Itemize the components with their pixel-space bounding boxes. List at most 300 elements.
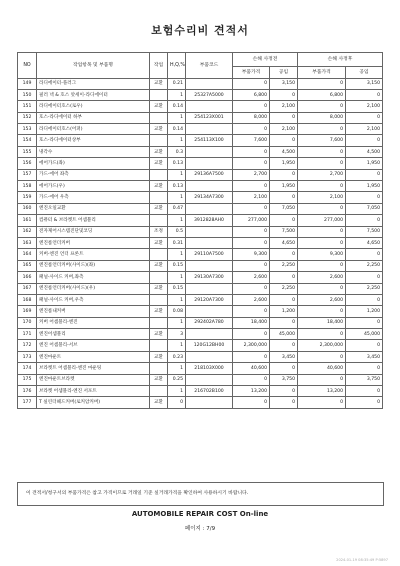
row-item: 커버 어셈블리-엔진 (37, 317, 150, 328)
row-hq: 0.13 (168, 181, 186, 192)
row-work: 교환 (150, 237, 168, 248)
row-parts-price-after: 0 (298, 306, 346, 317)
row-parts-price-after: 6,800 (298, 89, 346, 100)
row-labor-after: 0 (346, 249, 383, 260)
row-labor-after: 0 (346, 386, 383, 397)
row-work: 교환 (150, 351, 168, 362)
row-parts-price-after: 0 (298, 146, 346, 157)
row-work (150, 340, 168, 351)
table-row (18, 260, 383, 271)
table-row (18, 124, 383, 135)
row-parts-price-after: 0 (298, 101, 346, 112)
row-parts-price-before: 277,000 (233, 215, 270, 226)
row-hq: 0.31 (168, 237, 186, 248)
row-parts-price-before: 0 (233, 283, 270, 294)
row-parts-price-before: 8,000 (233, 112, 270, 123)
row-parts-price-before: 0 (233, 226, 270, 237)
header-code: 부품코드 (186, 53, 233, 79)
row-part-code: 292402A780 (186, 317, 233, 328)
row-labor-before: 4,500 (270, 146, 298, 157)
row-part-code (186, 124, 233, 135)
row-labor-after: 0 (346, 397, 383, 408)
row-parts-price-after: 277,000 (298, 215, 346, 226)
row-parts-price-after: 7,600 (298, 135, 346, 146)
table-row (18, 226, 383, 237)
row-labor-before: 2,100 (270, 124, 298, 135)
row-labor-after: 0 (346, 317, 383, 328)
row-work (150, 272, 168, 283)
row-part-code: 29134A7300 (186, 192, 233, 203)
row-parts-price-after: 9,300 (298, 249, 346, 260)
row-no: 159 (18, 192, 37, 203)
row-no: 166 (18, 272, 37, 283)
row-part-code (186, 101, 233, 112)
row-no: 164 (18, 249, 37, 260)
row-work: 교환 (150, 146, 168, 157)
row-labor-before: 0 (270, 272, 298, 283)
row-parts-price-before: 0 (233, 374, 270, 385)
table-row (18, 89, 383, 100)
header-labor-before: 공임 (270, 67, 298, 79)
table-row (18, 340, 383, 351)
table-row (18, 272, 383, 283)
row-work: 교환 (150, 101, 168, 112)
row-item: 패널-사이드 커버,좌측 (37, 272, 150, 283)
row-labor-before: 0 (270, 386, 298, 397)
row-hq: 1 (168, 363, 186, 374)
row-hq: 0.47 (168, 203, 186, 214)
row-labor-after: 3,450 (346, 351, 383, 362)
row-parts-price-before: 7,600 (233, 135, 270, 146)
row-item: 엔진룸내커버 (37, 306, 150, 317)
row-hq: 0.5 (168, 226, 186, 237)
row-work (150, 317, 168, 328)
row-parts-price-before: 0 (233, 203, 270, 214)
row-parts-price-before: 2,600 (233, 294, 270, 305)
row-work: 조정 (150, 226, 168, 237)
table-row (18, 397, 383, 408)
row-parts-price-before: 2,100 (233, 192, 270, 203)
table-row (18, 135, 383, 146)
row-parts-price-before: 0 (233, 237, 270, 248)
row-parts-price-before: 2,300,000 (233, 340, 270, 351)
row-labor-after: 45,000 (346, 329, 383, 340)
row-hq: 0.25 (168, 374, 186, 385)
row-no: 162 (18, 226, 37, 237)
row-part-code: 29130A7300 (186, 272, 233, 283)
row-item: 브라켓트 어셈블리-엔진 마운팅 (37, 363, 150, 374)
table-row (18, 181, 383, 192)
row-labor-before: 2,250 (270, 260, 298, 271)
row-part-code (186, 283, 233, 294)
row-part-code (186, 181, 233, 192)
row-hq: 1 (168, 386, 186, 397)
row-hq: 1 (168, 135, 186, 146)
row-parts-price-before: 0 (233, 351, 270, 362)
row-item: 커버-엔진 언더 프론트 (37, 249, 150, 260)
row-work: 교환 (150, 374, 168, 385)
row-parts-price-after: 0 (298, 203, 346, 214)
row-labor-before: 1,950 (270, 158, 298, 169)
row-work (150, 294, 168, 305)
row-hq: 1 (168, 317, 186, 328)
row-hq: 0.21 (168, 78, 186, 89)
row-labor-before: 7,050 (270, 203, 298, 214)
row-work (150, 135, 168, 146)
row-parts-price-after: 8,000 (298, 112, 346, 123)
row-item: 엔진룸언더커버(사이드)(우) (37, 283, 150, 294)
row-parts-price-after: 40,600 (298, 363, 346, 374)
row-hq: 1 (168, 272, 186, 283)
row-item: 엔진룸언더커버 (37, 237, 150, 248)
row-parts-price-after: 0 (298, 78, 346, 89)
row-parts-price-after: 0 (298, 351, 346, 362)
row-labor-after: 0 (346, 89, 383, 100)
row-no: 175 (18, 374, 37, 385)
estimate-rows (18, 78, 383, 408)
row-labor-before: 0 (270, 363, 298, 374)
row-item: 브라켓 어셈블리-엔진 서포트 (37, 386, 150, 397)
row-hq: 0.15 (168, 283, 186, 294)
row-no: 156 (18, 158, 37, 169)
row-labor-after: 0 (346, 169, 383, 180)
row-labor-after: 2,100 (346, 101, 383, 112)
row-item: 전자제어시스템진단및코딩 (37, 226, 150, 237)
row-no: 160 (18, 203, 37, 214)
row-parts-price-after: 0 (298, 397, 346, 408)
estimate-table (17, 52, 383, 409)
row-hq: 1 (168, 340, 186, 351)
row-parts-price-before: 40,600 (233, 363, 270, 374)
row-hq: 1 (168, 89, 186, 100)
row-parts-price-after: 0 (298, 158, 346, 169)
row-no: 176 (18, 386, 37, 397)
row-item: 엔진오일교환 (37, 203, 150, 214)
row-parts-price-before: 9,300 (233, 249, 270, 260)
row-labor-before: 2,250 (270, 283, 298, 294)
row-part-code (186, 351, 233, 362)
row-labor-after: 3,750 (346, 374, 383, 385)
table-row (18, 192, 383, 203)
row-no: 167 (18, 283, 37, 294)
header-parts-price-after: 부품가격 (298, 67, 346, 79)
row-item: 패널-사이드 커버,우측 (37, 294, 150, 305)
document-title: 보험수리비 견적서 (151, 24, 249, 37)
row-parts-price-after: 0 (298, 374, 346, 385)
row-hq: 1 (168, 112, 186, 123)
row-part-code: 29110A7500 (186, 249, 233, 260)
row-item: 에어가드(우) (37, 181, 150, 192)
row-work (150, 192, 168, 203)
row-no: 154 (18, 135, 37, 146)
row-parts-price-after: 0 (298, 237, 346, 248)
header-after-assessment: 손해 사정후 (298, 53, 383, 67)
row-hq: 0.23 (168, 351, 186, 362)
row-parts-price-before: 2,600 (233, 272, 270, 283)
row-hq: 0.14 (168, 124, 186, 135)
row-parts-price-after: 0 (298, 124, 346, 135)
row-no: 149 (18, 78, 37, 89)
row-work: 교환 (150, 124, 168, 135)
table-row (18, 329, 383, 340)
row-labor-before: 0 (270, 340, 298, 351)
row-labor-before: 0 (270, 215, 298, 226)
row-part-code (186, 329, 233, 340)
row-no: 161 (18, 215, 37, 226)
row-work (150, 89, 168, 100)
row-labor-before: 0 (270, 135, 298, 146)
row-parts-price-after: 0 (298, 283, 346, 294)
header-no: NO (18, 53, 37, 79)
row-parts-price-after: 2,600 (298, 294, 346, 305)
row-labor-before: 3,150 (270, 78, 298, 89)
row-work: 교환 (150, 260, 168, 271)
row-work: 교환 (150, 397, 168, 408)
row-work: 교환 (150, 283, 168, 294)
row-work (150, 249, 168, 260)
row-hq: 0.13 (168, 158, 186, 169)
row-no: 163 (18, 237, 37, 248)
table-row (18, 386, 383, 397)
header-hq: H,Q,% (168, 53, 186, 79)
row-item: 라디에이터호스(로우) (37, 101, 150, 112)
row-parts-price-before: 0 (233, 181, 270, 192)
row-part-code (186, 158, 233, 169)
row-no: 171 (18, 329, 37, 340)
row-labor-before: 0 (270, 169, 298, 180)
table-row (18, 283, 383, 294)
row-part-code: 120G12BH00 (186, 340, 233, 351)
table-row (18, 101, 383, 112)
table-row (18, 112, 383, 123)
row-hq: 0.15 (168, 260, 186, 271)
row-parts-price-before: 0 (233, 158, 270, 169)
row-parts-price-before: 0 (233, 146, 270, 157)
row-parts-price-before: 2,700 (233, 169, 270, 180)
row-labor-after: 1,950 (346, 158, 383, 169)
table-row (18, 249, 383, 260)
row-parts-price-after: 2,600 (298, 272, 346, 283)
row-work (150, 215, 168, 226)
row-hq: 0.3 (168, 146, 186, 157)
row-labor-before: 3,450 (270, 351, 298, 362)
row-labor-before: 2,100 (270, 101, 298, 112)
row-no: 157 (18, 169, 37, 180)
footer-brand: AUTOMOBILE REPAIR COST On-line (131, 510, 269, 518)
row-item: 에어가드(좌) (37, 158, 150, 169)
row-no: 172 (18, 340, 37, 351)
row-item: 가드-에어 좌측 (37, 169, 150, 180)
row-part-code: 25327A5000 (186, 89, 233, 100)
row-labor-before: 3,750 (270, 374, 298, 385)
row-parts-price-before: 0 (233, 260, 270, 271)
header-before-assessment: 손해 사정전 (233, 53, 298, 67)
page-indicator: 페이지 : 7/9 (184, 526, 216, 532)
row-part-code: 3912828AH0 (186, 215, 233, 226)
row-work: 교환 (150, 329, 168, 340)
row-parts-price-before: 0 (233, 397, 270, 408)
row-work (150, 112, 168, 123)
row-item: T 실린더헤드커버(로커암커버) (37, 397, 150, 408)
row-parts-price-before: 0 (233, 124, 270, 135)
row-labor-before: 0 (270, 249, 298, 260)
header-item: 작업항목 및 부품명 (37, 53, 150, 79)
row-parts-price-after: 18,400 (298, 317, 346, 328)
row-part-code (186, 306, 233, 317)
row-work: 교환 (150, 203, 168, 214)
row-parts-price-before: 0 (233, 306, 270, 317)
row-work: 교환 (150, 181, 168, 192)
row-part-code (186, 260, 233, 271)
row-part-code (186, 226, 233, 237)
header-parts-price-before: 부품가격 (233, 67, 270, 79)
row-labor-after: 0 (346, 272, 383, 283)
row-hq: 1 (168, 294, 186, 305)
row-parts-price-before: 0 (233, 78, 270, 89)
row-item: 엔진어셈블리 (37, 329, 150, 340)
row-labor-after: 0 (346, 340, 383, 351)
row-work: 교환 (150, 78, 168, 89)
row-labor-before: 0 (270, 317, 298, 328)
row-hq: 1 (168, 169, 186, 180)
header-labor-after: 공임 (346, 67, 383, 79)
row-labor-after: 1,950 (346, 181, 383, 192)
table-row (18, 237, 383, 248)
row-labor-after: 2,100 (346, 124, 383, 135)
row-parts-price-after: 0 (298, 329, 346, 340)
row-item: 라디에이터-플러그 (37, 78, 150, 89)
row-parts-price-after: 0 (298, 260, 346, 271)
row-labor-after: 0 (346, 135, 383, 146)
row-no: 168 (18, 294, 37, 305)
row-item: 엔진룸언더커버(사이드)(좌) (37, 260, 150, 271)
row-labor-before: 0 (270, 89, 298, 100)
row-part-code: 29136A7500 (186, 169, 233, 180)
row-item: 호스-라디에이터 하부 (37, 112, 150, 123)
row-work: 교환 (150, 158, 168, 169)
row-labor-after: 0 (346, 192, 383, 203)
row-work (150, 386, 168, 397)
row-parts-price-before: 0 (233, 329, 270, 340)
row-work: 교환 (150, 306, 168, 317)
row-no: 155 (18, 146, 37, 157)
row-no: 165 (18, 260, 37, 271)
row-part-code (186, 78, 233, 89)
row-no: 170 (18, 317, 37, 328)
row-part-code (186, 203, 233, 214)
row-hq: 1 (168, 215, 186, 226)
row-item: 엔진마운트브라켓 (37, 374, 150, 385)
row-labor-before: 0 (270, 192, 298, 203)
row-item: 엔진 어셈블리-서브 (37, 340, 150, 351)
price-notice: 이 견적서/청구서의 부품가격은 참고 가격이므로 거래일 기준 실거래가격을 확인하여 사용하시기 바랍니다. (17, 482, 384, 506)
row-labor-after: 7,500 (346, 226, 383, 237)
row-part-code: 254113X100 (186, 135, 233, 146)
row-labor-after: 7,050 (346, 203, 383, 214)
row-labor-before: 0 (270, 397, 298, 408)
row-item: 엔진마운트 (37, 351, 150, 362)
row-no: 153 (18, 124, 37, 135)
row-no: 177 (18, 397, 37, 408)
row-item: 필러 넥 & 호스 앗세이-라디에이터 (37, 89, 150, 100)
row-labor-after: 0 (346, 112, 383, 123)
row-parts-price-before: 6,800 (233, 89, 270, 100)
row-no: 173 (18, 351, 37, 362)
row-labor-after: 1,200 (346, 306, 383, 317)
table-row (18, 306, 383, 317)
table-row (18, 351, 383, 362)
row-part-code: 254123X001 (186, 112, 233, 123)
row-part-code (186, 237, 233, 248)
row-no: 174 (18, 363, 37, 374)
row-labor-after: 3,150 (346, 78, 383, 89)
table-row (18, 317, 383, 328)
table-row (18, 363, 383, 374)
row-labor-after: 0 (346, 294, 383, 305)
row-hq: 3 (168, 329, 186, 340)
table-row (18, 294, 383, 305)
row-labor-before: 45,000 (270, 329, 298, 340)
row-hq: 0.14 (168, 101, 186, 112)
row-parts-price-before: 0 (233, 101, 270, 112)
row-hq: 0.08 (168, 306, 186, 317)
row-parts-price-after: 2,100 (298, 192, 346, 203)
row-labor-before: 1,950 (270, 181, 298, 192)
row-labor-after: 4,650 (346, 237, 383, 248)
table-row (18, 215, 383, 226)
row-parts-price-before: 18,400 (233, 317, 270, 328)
table-row (18, 158, 383, 169)
row-parts-price-after: 0 (298, 181, 346, 192)
row-labor-before: 4,650 (270, 237, 298, 248)
row-no: 150 (18, 89, 37, 100)
row-item: 호스-라디에이터상부 (37, 135, 150, 146)
row-part-code: 218103X000 (186, 363, 233, 374)
row-labor-after: 0 (346, 215, 383, 226)
row-parts-price-after: 13,200 (298, 386, 346, 397)
row-no: 152 (18, 112, 37, 123)
row-part-code (186, 397, 233, 408)
row-no: 151 (18, 101, 37, 112)
row-work (150, 169, 168, 180)
row-no: 158 (18, 181, 37, 192)
row-item: 가드-에어 우측 (37, 192, 150, 203)
row-item: 냉각수 (37, 146, 150, 157)
row-part-code: 216702B100 (186, 386, 233, 397)
row-item: 컴퓨터 & 브라켓트 어셈블리 (37, 215, 150, 226)
row-labor-after: 4,500 (346, 146, 383, 157)
row-work (150, 363, 168, 374)
row-labor-after: 2,250 (346, 283, 383, 294)
row-labor-after: 0 (346, 363, 383, 374)
row-labor-before: 1,200 (270, 306, 298, 317)
row-labor-before: 0 (270, 294, 298, 305)
row-parts-price-after: 2,700 (298, 169, 346, 180)
row-parts-price-before: 13,200 (233, 386, 270, 397)
table-row (18, 203, 383, 214)
table-row (18, 78, 383, 89)
row-part-code (186, 374, 233, 385)
row-hq: 1 (168, 249, 186, 260)
row-part-code: 29120A7300 (186, 294, 233, 305)
row-hq: 0 (168, 397, 186, 408)
row-item: 라디에이터호스(어퍼) (37, 124, 150, 135)
row-hq: 1 (168, 192, 186, 203)
row-parts-price-after: 0 (298, 226, 346, 237)
row-part-code (186, 146, 233, 157)
table-row (18, 146, 383, 157)
table-row (18, 374, 383, 385)
